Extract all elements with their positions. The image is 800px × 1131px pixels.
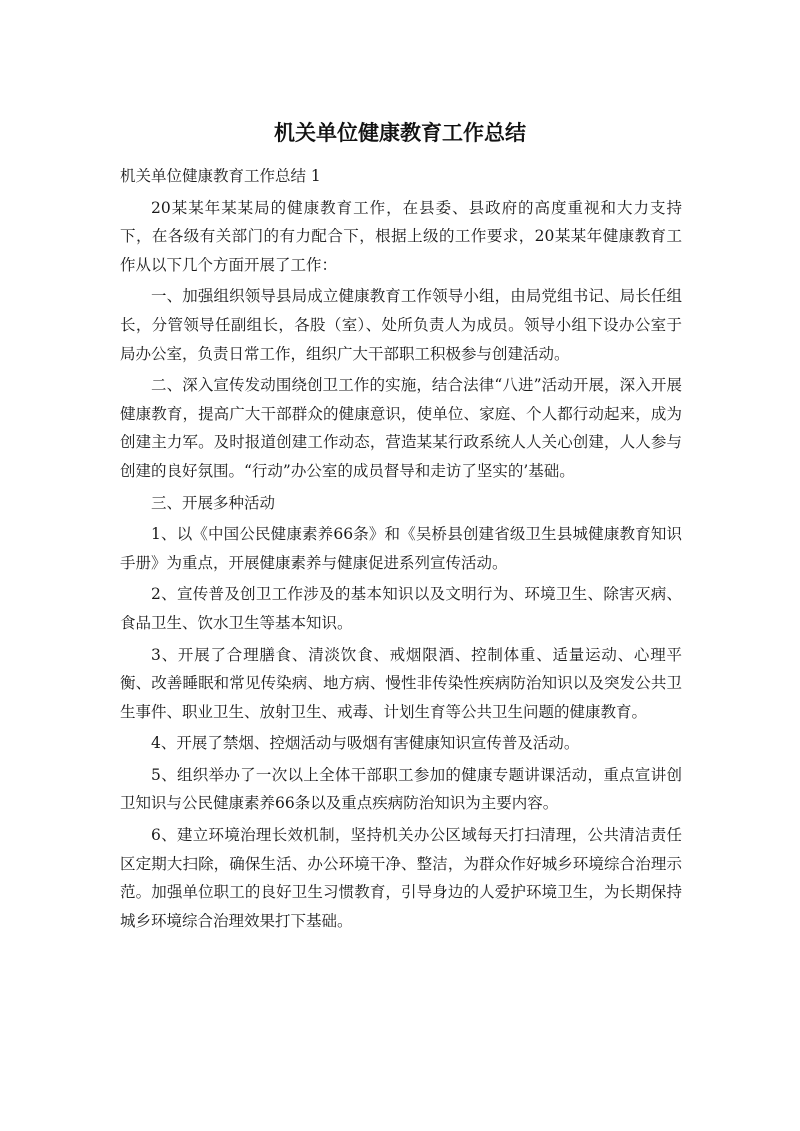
paragraph-activity-5: 5、组织举办了一次以上全体干部职工参加的健康专题讲课活动，重点宣讲创卫知识与公民健康素养66条以及重点疾病防治知识为主要内容。	[120, 765, 682, 813]
paragraph-activity-3: 3、开展了合理膳食、清淡饮食、戒烟限酒、控制体重、适量运动、心理平衡、改善睡眠和常见传染病、地方病、慢性非传染性疾病防治知识以及突发公共卫生事件、职业卫生、放射卫生、戒毒、计划生育等公共卫生问题的健康教育。	[120, 645, 682, 721]
document-body	[120, 162, 682, 938]
document-title: 机关单位健康教育工作总结	[274, 121, 526, 145]
paragraph-intro: 20某某年某某局的健康教育工作，在县委、县政府的高度重视和大力支持下，在各级有关部门的有力配合下，根据上级的工作要求，20某某年健康教育工作从以下几个方面开展了工作：	[120, 198, 682, 274]
paragraph-activity-2: 2、宣传普及创卫工作涉及的基本知识以及文明行为、环境卫生、除害灭病、食品卫生、饮水卫生等基本知识。	[120, 585, 682, 632]
paragraph-activities-heading: 三、开展多种活动	[151, 493, 276, 512]
paragraph-organization: 一、加强组织领导县局成立健康教育工作领导小组，由局党组书记、局长任组长，分管领导任副组长，各股（室）、处所负责人为成员。领导小组下设办公室于局办公室，负责日常工作，组织广大干部职工积极参与创建活动。	[120, 287, 682, 363]
paragraph-publicity: 二、深入宣传发动围绕创卫工作的实施，结合法律“八进”活动开展，深入开展健康教育，提高广大干部群众的健康意识，使单位、家庭、个人都行动起来，成为创建主力军。及时报道创建工作动态，营造某某行政系统人人关心创建，人人参与创建的良好氛围。“行动”办公室的成员督导和走访了坚实的’基础。	[120, 376, 682, 480]
paragraph-activity-6: 6、建立环境治理长效机制，坚持机关办公区域每天打扫清理，公共清洁责任区定期大扫除，确保生活、办公环境干净、整洁，为群众作好城乡环境综合治理示范。加强单位职工的良好卫生习惯教育，引导身边的人爱护环境卫生，为长期保持城乡环境综合治理效果打下基础。	[120, 826, 682, 930]
paragraph-activity-4: 4、开展了禁烟、控烟活动与吸烟有害健康知识宣传普及活动。	[151, 734, 580, 753]
paragraph-activity-1: 1、以《中国公民健康素养66条》和《吴桥县创建省级卫生县城健康教育知识手册》为重点，开展健康素养与健康促进系列宣传活动。	[120, 525, 682, 572]
section-subtitle: 机关单位健康教育工作总结 1	[120, 167, 321, 185]
